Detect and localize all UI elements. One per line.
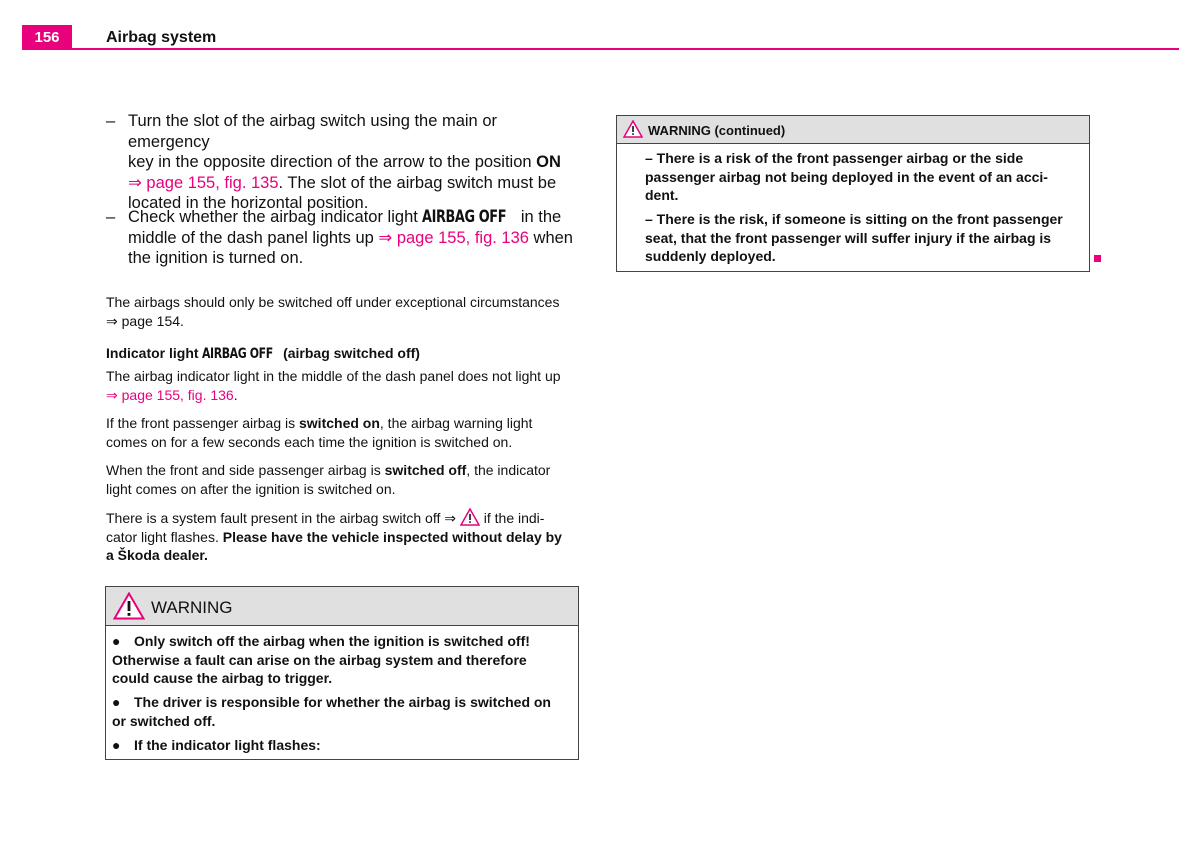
- para-text: There is a system fault present in the airbag switch off ⇒: [106, 510, 460, 526]
- subheading-text: Indicator light: [106, 345, 203, 361]
- item-text: suddenly deployed.: [645, 248, 776, 264]
- header-rule: [22, 48, 1179, 50]
- para-text: , the indicator: [466, 462, 551, 478]
- step-text: Check whether the airbag indicator light: [128, 208, 423, 226]
- page-title: Airbag system: [106, 29, 217, 46]
- para-text: When the front and side passenger airbag is: [106, 462, 385, 478]
- item-text: – There is a risk of the front passenger airbag or the side: [645, 150, 1024, 166]
- bullet-text: If the indicator light flashes:: [134, 737, 321, 753]
- para-text: cator light flashes.: [106, 528, 223, 545]
- bullet-text: Otherwise a fault can arise on the airbag system and therefore: [112, 651, 527, 668]
- page-number: 156: [22, 25, 72, 49]
- step-dash: –: [106, 208, 116, 226]
- bullet-dot: ●: [112, 694, 121, 710]
- warning-continued-box: [616, 115, 1090, 272]
- para-bold: switched off: [384, 462, 467, 478]
- paragraph-exceptional: [106, 293, 581, 330]
- step-text: . The slot of the airbag switch must be: [278, 173, 557, 192]
- bullet-text: Only switch off the airbag when the ignition is switched off!: [134, 633, 530, 649]
- para-line: light comes on after the ignition is switched on.: [106, 480, 396, 497]
- para-bold: Please have the vehicle inspected without delay by: [222, 528, 562, 545]
- para-text: If the front passenger airbag is: [106, 415, 299, 431]
- item-text: passenger airbag not being deployed in the event of an acci-: [645, 168, 1048, 185]
- para-line: comes on for a few seconds each time the ignition is switched on.: [106, 433, 513, 450]
- page-link-fig136[interactable]: ⇒ page 155, fig. 136: [378, 228, 529, 247]
- warning-continued-header: [617, 116, 1089, 144]
- step-text: when: [528, 228, 573, 247]
- warning-continued-item-2: [645, 210, 1083, 266]
- warning-bullet-3: [112, 736, 574, 755]
- step-line: Turn the slot of the airbag switch using the main or emergency: [128, 112, 497, 151]
- airbag-off-symbol: AIRBAG OFF: [202, 346, 274, 362]
- warning-triangle-icon: [113, 592, 145, 620]
- warning-header: [106, 587, 578, 626]
- step-text: middle of the dash panel lights up: [128, 228, 379, 247]
- para-line: The airbag indicator light in the middle of the dash panel does not light up: [106, 368, 561, 384]
- page-link-fig136[interactable]: ⇒ page 155, fig. 136: [106, 386, 234, 403]
- para-text: if the indi-: [479, 510, 545, 526]
- paragraph-switched-off: [106, 461, 581, 498]
- item-text: seat, that the front passenger will suffer injury if the airbag is: [645, 229, 1052, 246]
- warning-continued-item-1: [645, 149, 1083, 205]
- para-line: The airbags should only be switched off under exceptional circumstances: [106, 294, 560, 310]
- warning-title: WARNING: [151, 598, 233, 617]
- paragraph-indicator-not-lit: [106, 367, 581, 404]
- position-on-label: ON: [536, 153, 561, 171]
- warning-box: [105, 586, 579, 760]
- step-text: in the: [516, 208, 562, 226]
- subheading-indicator-light: [106, 344, 581, 364]
- para-line: a Škoda dealer.: [106, 547, 208, 563]
- para-text: .: [233, 386, 238, 403]
- bullet-text: or switched off.: [112, 712, 216, 729]
- bullet-dot: ●: [112, 633, 121, 649]
- subheading-text: (airbag switched off): [279, 345, 420, 361]
- warning-triangle-icon: [623, 120, 643, 138]
- step-text: key in the opposite direction of the arrow to the position: [128, 153, 537, 171]
- para-text: , the airbag warning light: [379, 415, 533, 431]
- warning-bullet-1: [112, 632, 574, 688]
- instruction-step-2: [106, 207, 578, 269]
- bullet-text: could cause the airbag to trigger.: [112, 670, 333, 686]
- warning-bullet-2: [112, 693, 574, 730]
- section-end-marker: [1094, 255, 1101, 262]
- airbag-off-symbol: AIRBAG OFF: [422, 207, 507, 226]
- instruction-step-1: [106, 111, 578, 214]
- bullet-text: The driver is responsible for whether the airbag is switched on: [134, 694, 551, 710]
- paragraph-switched-on: [106, 414, 581, 451]
- para-bold: switched on: [299, 415, 380, 431]
- item-text: – There is the risk, if someone is sitting on the front passenger: [645, 211, 1063, 227]
- step-line: the ignition is turned on.: [128, 249, 304, 267]
- paragraph-system-fault: [106, 508, 581, 565]
- bullet-dot: ●: [112, 737, 121, 753]
- warning-continued-title: WARNING (continued): [648, 123, 786, 138]
- step-dash: –: [106, 112, 116, 130]
- step-line: located in the horizontal position.: [128, 194, 369, 212]
- warning-triangle-icon: [460, 508, 480, 526]
- item-text: dent.: [645, 187, 679, 203]
- page-link-fig135[interactable]: ⇒ page 155, fig. 135: [128, 173, 279, 192]
- page-ref: ⇒ page 154.: [106, 312, 184, 329]
